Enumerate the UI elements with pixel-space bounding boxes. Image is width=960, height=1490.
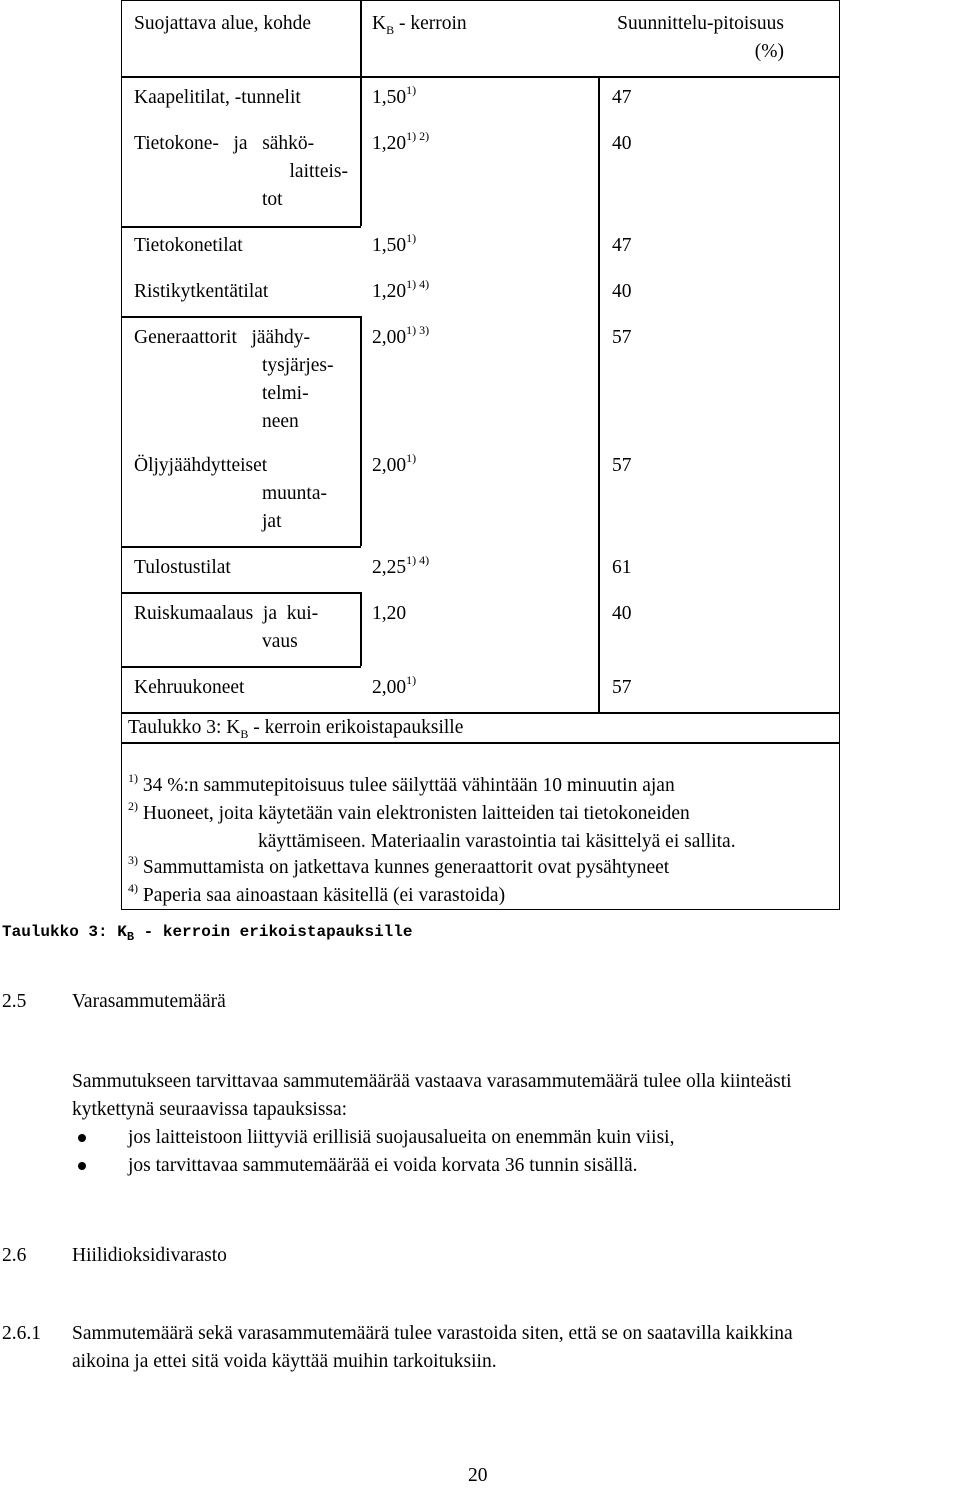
row-line bbox=[121, 76, 840, 78]
header-col3: Suunnittelu-pitoisuus (%) bbox=[617, 13, 784, 62]
bullet-item: jos tarvittavaa sammutemäärää ei voida korvata 36 tunnin sisällä. bbox=[128, 1155, 638, 1176]
row7-value: $2,25^{1) 4)}$ bbox=[372, 552, 430, 578]
bullet-icon bbox=[78, 1162, 86, 1170]
note-4: $^{4)}$ Paperia saa ainoastaan käsitellä (ei varastoida) bbox=[128, 880, 506, 906]
row9-percent: 57 bbox=[612, 677, 632, 698]
row5-name: Generaattorit jäähdy- tysjärjes- telmi- neen bbox=[134, 327, 334, 432]
section-title: Hiilidioksidivarasto bbox=[72, 1245, 227, 1266]
section-title: Varasammutemäärä bbox=[72, 991, 226, 1012]
row-line bbox=[121, 546, 361, 548]
bullet-item: jos laitteistoon liittyviä erillisiä suojausalueita on enemmän kuin viisi, bbox=[128, 1127, 675, 1148]
row7-name: Tulostustilat bbox=[134, 557, 231, 578]
mono-caption: Taulukko 3: $K_B$ - kerroin erikoistapauksille bbox=[2, 923, 413, 945]
note-3: $^{3)}$ Sammuttamista on jatkettava kunnes generaattorit ovat pysähtyneet bbox=[128, 852, 670, 878]
row4-percent: 40 bbox=[612, 281, 632, 302]
row3-percent: 47 bbox=[612, 235, 632, 256]
paragraph: Sammutemäärä sekä varasammutemäärä tulee varastoida siten, että se on saatavilla kaikkina bbox=[72, 1323, 793, 1344]
row2-value: $1,20^{1) 2)}$ bbox=[372, 128, 430, 154]
row7-percent: 61 bbox=[612, 557, 632, 578]
row6-name: Öljyjäähdytteiset muunta- jat bbox=[134, 455, 327, 532]
row1-percent: 47 bbox=[612, 87, 632, 108]
table-caption: Taulukko 3: $K_B$ - kerroin erikoistapauksille bbox=[128, 717, 464, 741]
row2-percent: 40 bbox=[612, 133, 632, 154]
col-divider-1 bbox=[360, 0, 362, 226]
row-line bbox=[121, 226, 361, 228]
row8-name: Ruiskumaalaus ja kui- vaus bbox=[134, 603, 319, 652]
section-number: 2.6 bbox=[2, 1245, 27, 1266]
section-number: 2.5 bbox=[2, 991, 27, 1012]
row8-value: 1,20 bbox=[372, 603, 407, 624]
row5-percent: 57 bbox=[612, 327, 632, 348]
header-col1: Suojattava alue, kohde bbox=[134, 13, 312, 34]
row1-name: Kaapelitilat, -tunnelit bbox=[134, 87, 301, 108]
row3-name: Tietokonetilat bbox=[134, 235, 243, 256]
paragraph: aikoina ja ettei sitä voida käyttää muihin tarkoituksiin. bbox=[72, 1351, 497, 1372]
page-number: 20 bbox=[468, 1465, 488, 1486]
row5-value: $2,00^{1) 3)}$ bbox=[372, 322, 430, 348]
row-line bbox=[121, 592, 361, 594]
row-line bbox=[121, 316, 361, 318]
paragraph: kytkettynä seuraavissa tapauksissa: bbox=[72, 1099, 348, 1120]
section-number: 2.6.1 bbox=[2, 1323, 41, 1344]
row-line bbox=[121, 742, 840, 744]
col-divider-1c bbox=[360, 592, 362, 666]
row9-value: 2,00$^{1)}$ bbox=[372, 672, 417, 698]
row2-name: Tietokone- ja sähkö- laitteis- tot bbox=[134, 133, 348, 210]
row4-value: $1,20^{1) 4)}$ bbox=[372, 276, 430, 302]
paragraph: Sammutukseen tarvittavaa sammutemäärää vastaava varasammutemäärä tulee olla kiinteästi bbox=[72, 1071, 792, 1092]
header-col2: $K_B$ - kerroin bbox=[372, 13, 467, 37]
row9-name: Kehruukoneet bbox=[134, 677, 245, 698]
bullet-icon bbox=[78, 1134, 86, 1142]
row4-name: Ristikytkentätilat bbox=[134, 281, 269, 302]
row6-value: 2,00$^{1)}$ bbox=[372, 450, 417, 476]
row8-percent: 40 bbox=[612, 603, 632, 624]
row1-value: 1,50$^{1)}$ bbox=[372, 82, 417, 108]
col-divider-1b bbox=[360, 316, 362, 546]
note-2: $^{2)}$ Huoneet, joita käytetään vain elektronisten laitteiden tai tietokoneiden käyttämiseen. Materiaalin varastointia tai käsittelyä ei sallita. bbox=[128, 798, 736, 852]
col-divider-3 bbox=[598, 76, 600, 713]
row3-value: 1,50$^{1)}$ bbox=[372, 230, 417, 256]
row6-percent: 57 bbox=[612, 455, 632, 476]
row-line bbox=[121, 666, 361, 668]
note-1: $^{1)}$ 34 %:n sammutepitoisuus tulee säilyttää vähintään 10 minuutin ajan bbox=[128, 770, 675, 796]
